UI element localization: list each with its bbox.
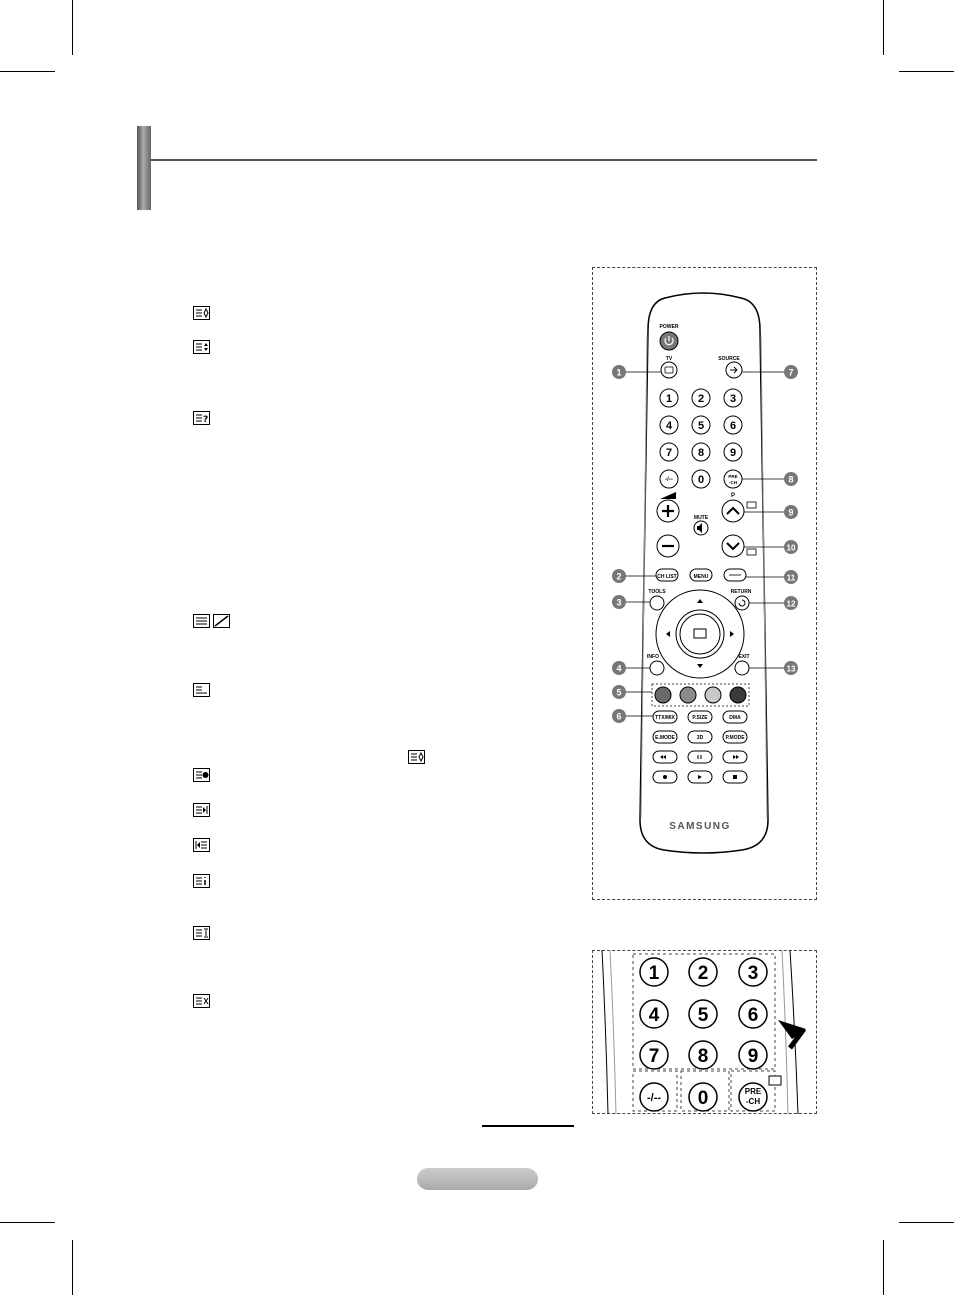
callout-number: 7 (788, 367, 794, 378)
zoom-digit-label: 7 (648, 1046, 660, 1067)
digit-label: 9 (729, 447, 737, 459)
exit-label: EXIT (738, 654, 750, 660)
source-label: SOURCE (718, 356, 740, 362)
red-key[interactable] (655, 687, 671, 703)
return-label: RETURN (730, 589, 752, 595)
zoom-prech-label-2: -CH (745, 1097, 761, 1106)
callout-number: 8 (788, 474, 794, 485)
callout-number: 13 (786, 664, 796, 674)
p-label: P (730, 493, 736, 499)
pause-button[interactable] (688, 751, 712, 763)
zoom-digit-label: 8 (697, 1046, 709, 1067)
yellow-key[interactable] (705, 687, 721, 703)
enter-button[interactable] (680, 614, 720, 654)
tools-button[interactable] (650, 596, 664, 610)
digit-label: 7 (665, 447, 673, 459)
digit-label: 0 (697, 474, 705, 486)
digit-label: 4 (665, 420, 673, 432)
callout-number: 4 (616, 663, 622, 674)
mute-label: MUTE (693, 515, 709, 521)
dma-label: DMA (729, 715, 741, 721)
prech-label-2: -CH (729, 480, 737, 485)
teletext-icon (769, 1076, 781, 1085)
brand-logo: SAMSUNG (669, 821, 731, 832)
callout-number: 1 (616, 367, 622, 378)
zoom-prech-label-1: PRE (744, 1087, 762, 1096)
zoom-digit-label: 1 (648, 963, 660, 984)
zoom-dash-label: -/-- (646, 1092, 662, 1104)
dash-label: -/-- (665, 477, 673, 483)
info-button[interactable] (650, 661, 664, 675)
channel-up-button[interactable] (722, 500, 744, 522)
zoom-digit-label: 9 (747, 1046, 759, 1067)
menu-label: MENU (693, 574, 709, 580)
green-key[interactable] (680, 687, 696, 703)
zoom-digit-label: 6 (747, 1005, 759, 1026)
zoom-digit-label: 0 (697, 1088, 709, 1109)
zoom-digit-label: 5 (697, 1005, 709, 1026)
callout-number: 9 (788, 507, 794, 518)
prech-button[interactable] (724, 470, 742, 488)
exit-button[interactable] (735, 661, 749, 675)
pmode-label: P.MODE (725, 735, 745, 741)
chlist-label: CH LIST (657, 574, 677, 580)
page-number-pill (417, 1168, 538, 1190)
svg-text:?: ? (203, 415, 209, 425)
return-button[interactable] (735, 596, 749, 610)
tools-label: TOOLS (648, 589, 666, 595)
callout-number: 11 (786, 573, 796, 583)
callout-number: 3 (616, 597, 622, 608)
reference-underline (482, 1125, 574, 1127)
power-label: POWER (659, 324, 679, 330)
channel-down-button[interactable] (722, 535, 744, 557)
3d-label: 3D (696, 735, 704, 741)
emode-label: E.MODE (655, 735, 675, 741)
callout-number: 5 (616, 687, 622, 698)
zoom-digit-label: 3 (747, 963, 759, 984)
callout-number: 2 (616, 571, 622, 582)
blue-key[interactable] (730, 687, 746, 703)
keypad-zoom (592, 950, 817, 1114)
callout-number: 6 (616, 711, 622, 722)
digit-label: 1 (665, 393, 673, 405)
digit-label: 8 (697, 447, 705, 459)
callout-number: 12 (786, 599, 796, 609)
digit-label: 2 (697, 393, 705, 405)
ttx-label: TTX/MIX (655, 715, 675, 721)
prech-label-1: PRE (728, 474, 738, 479)
tv-label: TV (665, 356, 673, 362)
digit-label: 3 (729, 393, 737, 405)
info-label: INFO (647, 654, 659, 660)
tv-button[interactable] (661, 362, 677, 378)
psize-label: P.SIZE (692, 715, 708, 721)
callout-number: 10 (786, 543, 796, 553)
zoom-digit-label: 4 (648, 1005, 660, 1026)
digit-label: 6 (729, 420, 737, 432)
digit-label: 5 (697, 420, 705, 432)
zoom-digit-label: 2 (697, 963, 709, 984)
